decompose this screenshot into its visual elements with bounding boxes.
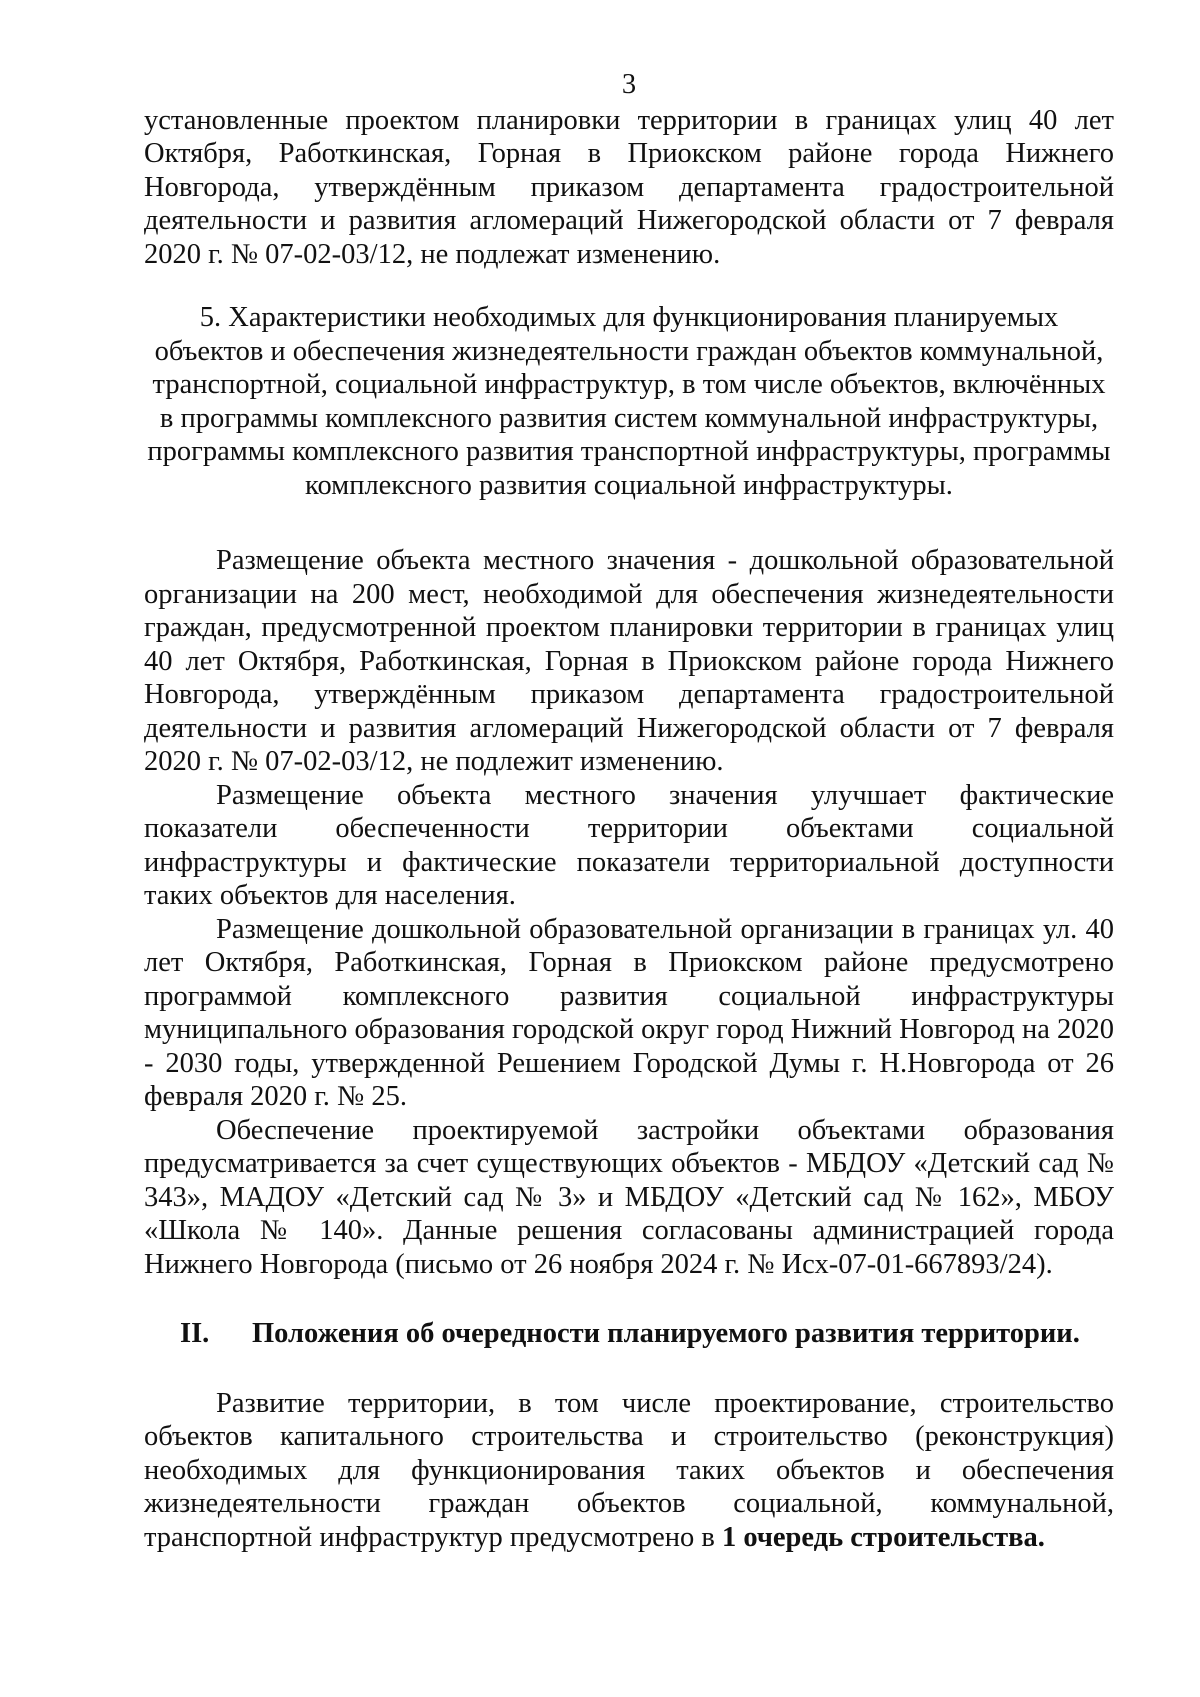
paragraph-program: Размещение дошкольной образовательной организации в границах ул. 40 лет Октября, Работкинская, Горная в Приокском районе предусмотрено программой комплексного развития социальной инфраструктуры муниципального образования городской округ город Нижний Новгород на 2020 - 2030 годы, утвержденной Решением Городской Думы г. Н.Новгорода от 26 февраля 2020 г. № 25.: [144, 913, 1114, 1112]
section-2-title: Положения об очередности планируемого развития территории.: [252, 1318, 1080, 1349]
section-2-heading: [144, 1317, 1114, 1351]
paragraph-placement-kindergarten: Размещение объекта местного значения - дошкольной образовательной организации на 200 мест, необходимой для обеспечения жизнедеятельности граждан, предусмотренной проектом планировки территории в границах улиц 40 лет Октября, Работкинская, Горная в Приокском районе города Нижнего Новгорода, утверждённым приказом департамента градостроительной деятельности и развития агломераций Нижегородской области от 7 февраля 2020 г. № 07-02-03/12, не подлежит изменению.: [144, 545, 1114, 777]
spacer: [144, 502, 1114, 544]
paragraph-existing-objects: Обеспечение проектируемой застройки объектами образования предусматривается за счет существующих объектов - МБДОУ «Детский сад № 343», МАДОУ «Детский сад № 3» и МБДОУ «Детский сад № 162», МБОУ «Школа № 140». Данные решения согласованы администрацией города Нижнего Новгорода (письмо от 26 ноября 2024 г. № Исх-07-01-667893/24).: [144, 1114, 1114, 1280]
development-stage-text: Развитие территории, в том числе проектирование, строительство объектов капитального строительства и строительство (реконструкция) необходимых для функционирования таких объектов и обеспечения жизнедеятельности граждан объектов социальной, коммунальной, транспортной инфраструктур предусмотрено в: [144, 1387, 1114, 1553]
section-5-heading: 5. Характеристики необходимых для функционирования планируемых объектов и обеспечения жизнедеятельности граждан объектов коммунальной, транспортной, социальной инфраструктур, в том числе объектов, включённых в программы комплексного развития систем коммунальной инфраструктуры, программы комплексного развития транспортной инфраструктуры, программы комплексного развития социальной инфраструктуры.: [147, 302, 1111, 501]
development-stage-bold: 1 очередь строительства.: [721, 1521, 1045, 1553]
paragraph-indicators: Размещение объекта местного значения улучшает фактические показатели обеспеченности территории объектами социальной инфраструктуры и фактические показатели территориальной доступности таких объектов для населения.: [144, 779, 1114, 911]
page-number: 3: [621, 69, 637, 100]
intro-paragraph: установленные проектом планировки территории в границах улиц 40 лет Октября, Работкинская, Горная в Приокском районе города Нижнего Новгорода, утверждённым приказом департамента градостроительной деятельности и развития агломераций Нижегородской области от 7 февраля 2020 г. № 07-02-03/12, не подлежат изменению.: [144, 104, 1114, 270]
section-2-number: II.: [180, 1318, 210, 1349]
spacer: [144, 1351, 1114, 1387]
paragraph-development-stage: [144, 1387, 1114, 1555]
